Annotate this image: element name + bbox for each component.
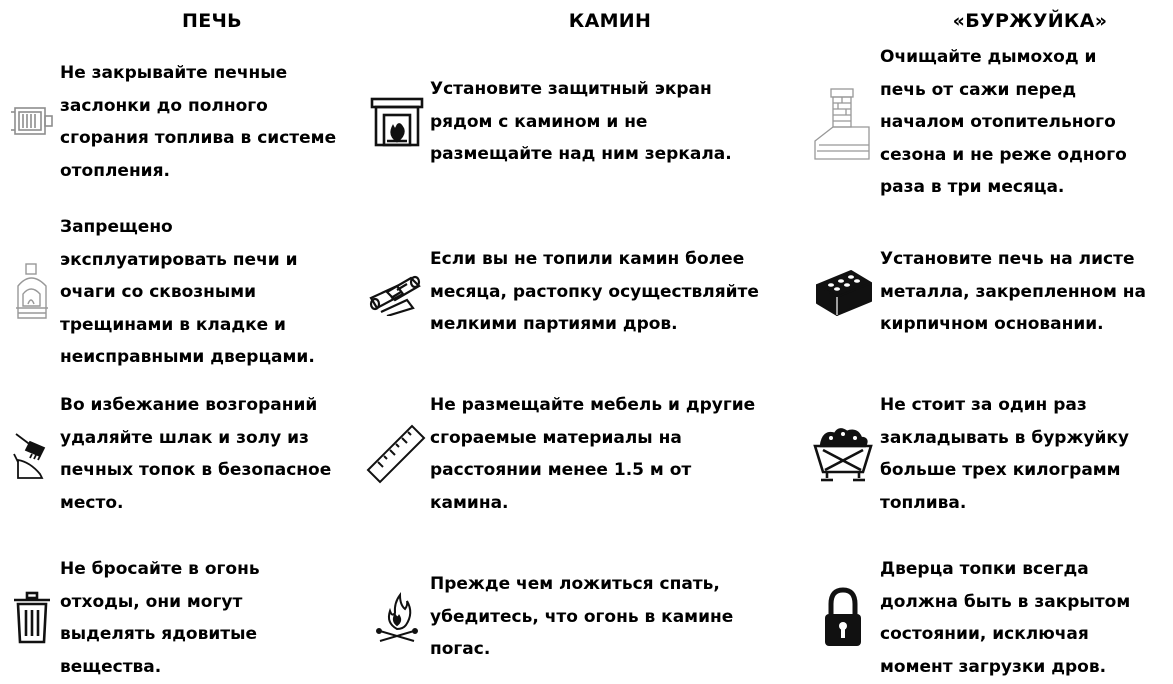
coal-cart-icon [806,389,880,519]
stove-door-icon [4,57,60,187]
campfire-icon [364,568,430,666]
trash-can-icon [4,553,60,683]
fireplace-icon [364,73,430,171]
tip-stove-1 [4,57,336,187]
tip-burzhuyka-2 [806,243,1146,341]
oven-icon [4,211,60,373]
tip-stove-3 [4,389,331,519]
column-title-burzhuyka: «БУРЖУЙКА» [952,10,1108,32]
tip-text: Установите защитный экран рядом с камином и не размещайте над ним зеркала. [430,79,732,165]
ruler-icon [364,389,430,519]
tip-text: Не закрывайте печные заслонки до полного сгорания топлива в системе отопления. [60,63,337,181]
tip-text: Не размещайте мебель и другие сгораемые материалы на расстоянии менее 1.5 м от камина. [430,395,756,513]
tip-fireplace-3 [364,389,755,519]
chimney-icon [806,41,880,203]
tip-text: Не бросайте в огонь отходы, они могут выделять ядовитые вещества. [60,559,260,677]
column-title-stove: ПЕЧЬ [182,10,242,32]
tip-fireplace-2 [364,243,759,341]
brick-icon [806,243,880,341]
tip-fireplace-4 [364,568,733,666]
tip-burzhuyka-4 [806,553,1130,683]
tip-text: Прежде чем ложиться спать, убедитесь, что огонь в камине погас. [430,574,734,660]
tip-burzhuyka-3 [806,389,1129,519]
tip-stove-4 [4,553,260,683]
tip-text: Если вы не топили камин более месяца, растопку осуществляйте мелкими партиями дров. [430,249,759,335]
tip-burzhuyka-1 [806,41,1127,204]
brush-dustpan-icon [4,389,60,519]
tip-fireplace-1 [364,73,732,171]
tip-text: Во избежание возгораний удаляйте шлак и золу из печных топок в безопасное место. [60,395,332,513]
tip-text: Установите печь на листе металла, закрепленном на кирпичном основании. [880,249,1147,335]
tip-text: Запрещено эксплуатировать печи и очаги со сквозными трещинами в кладке и неисправными дверцами. [60,217,315,367]
tip-text: Дверца топки всегда должна быть в закрытом состоянии, исключая момент загрузки дров. [880,559,1131,677]
padlock-icon [806,553,880,683]
tip-stove-2 [4,211,315,374]
column-title-fireplace: КАМИН [568,10,652,32]
tip-text: Не стоит за один раз закладывать в буржуйку больше трех килограмм топлива. [880,395,1129,513]
firewood-icon [364,243,430,341]
tip-text: Очищайте дымоход и печь от сажи перед началом отопительного сезона и не реже одного раза в три месяца. [880,47,1127,197]
